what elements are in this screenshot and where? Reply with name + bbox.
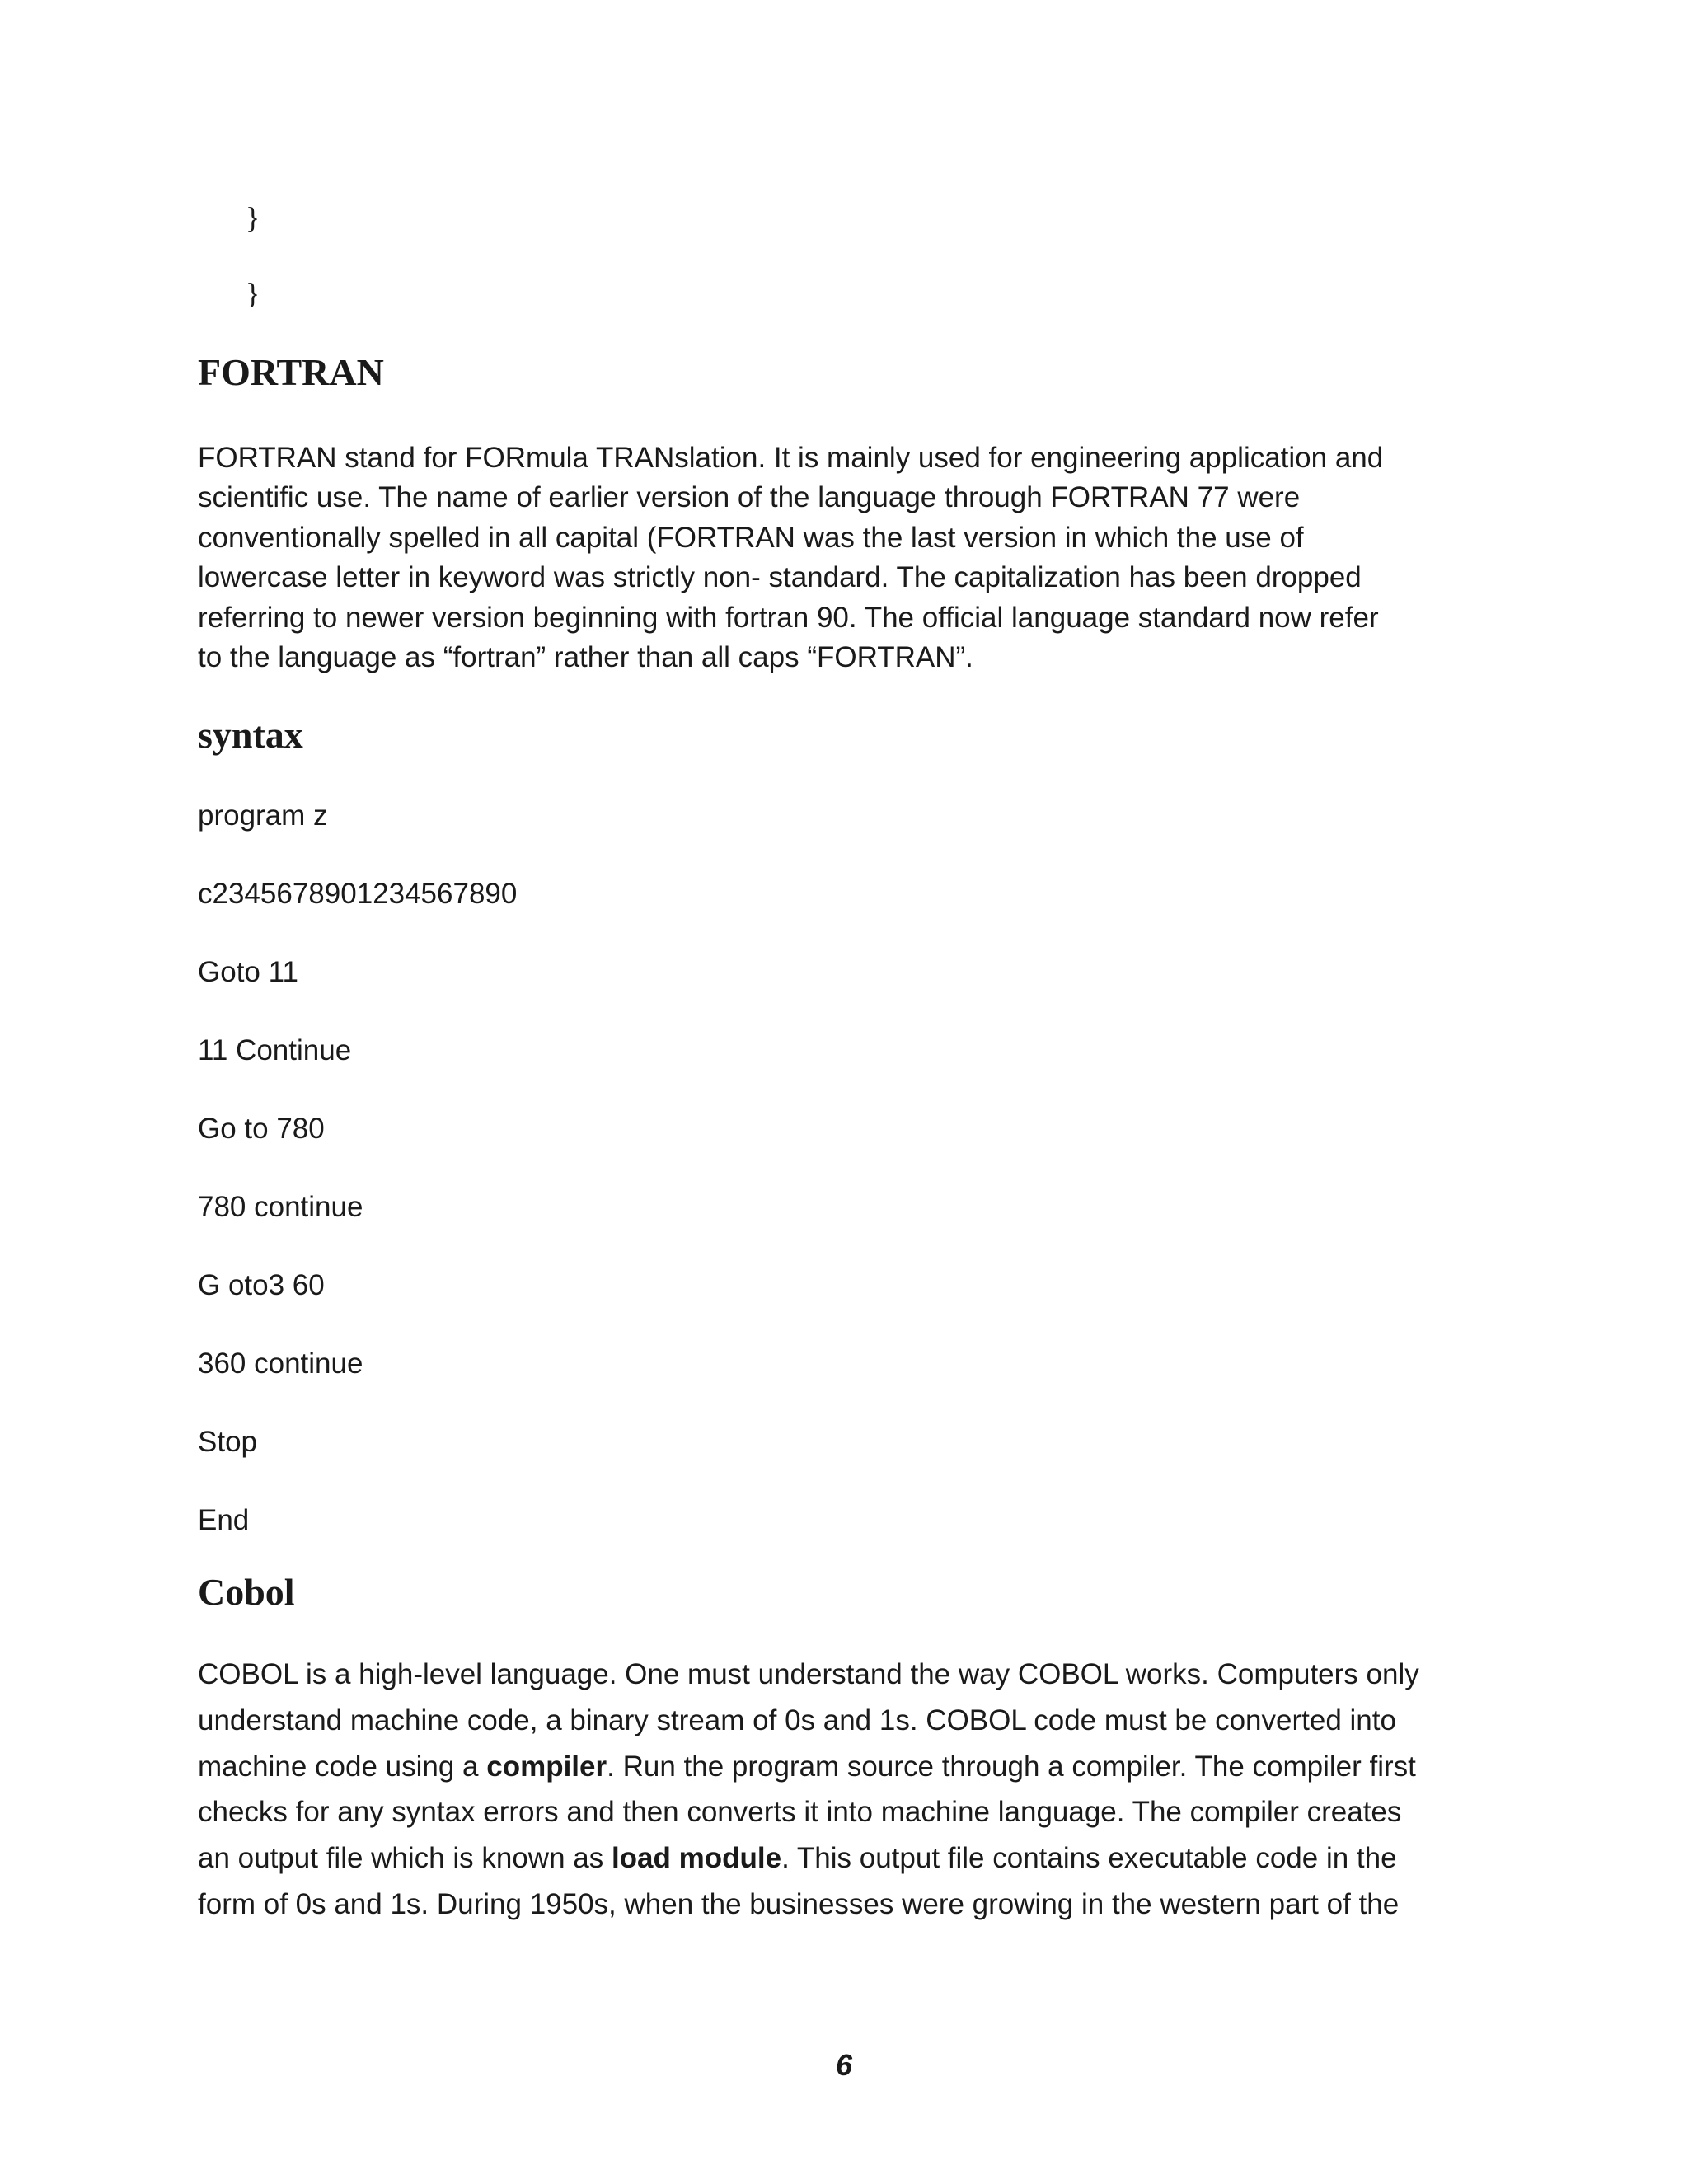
paragraph-line: form of 0s and 1s. During 1950s, when the businesses were growing in the western part of the bbox=[198, 1887, 1400, 1920]
cobol-paragraph bbox=[198, 1652, 1484, 1928]
cobol-heading: Cobol bbox=[198, 1571, 295, 1613]
paragraph-line: lowercase letter in keyword was strictly non- standard. The capitalization has been dropped bbox=[198, 561, 1362, 594]
paragraph-line bbox=[198, 1744, 1484, 1790]
paragraph-line: conventionally spelled in all capital (FORTRAN was the last version in which the use of bbox=[198, 521, 1304, 554]
code-line: 780 continue bbox=[198, 1191, 363, 1223]
paragraph-line: scientific use. The name of earlier version of the language through FORTRAN 77 were bbox=[198, 481, 1301, 514]
code-line: 11 Continue bbox=[198, 1034, 352, 1066]
paragraph-line: to the language as “fortran” rather than all caps “FORTRAN”. bbox=[198, 641, 973, 674]
code-line: End bbox=[198, 1504, 250, 1536]
compiler-term: compiler bbox=[486, 1750, 607, 1783]
code-line: 360 continue bbox=[198, 1347, 363, 1380]
code-line: G oto3 60 bbox=[198, 1269, 325, 1301]
syntax-code-listing bbox=[198, 799, 517, 1582]
text-run: an output file which is known as bbox=[198, 1842, 612, 1875]
closing-brace: } bbox=[246, 277, 260, 310]
text-run: . This output file contains executable code in the bbox=[781, 1842, 1397, 1875]
paragraph-line: COBOL is a high-level language. One must understand the way COBOL works. Computers only bbox=[198, 1658, 1419, 1690]
paragraph-line: checks for any syntax errors and then converts it into machine language. The compiler creates bbox=[198, 1796, 1402, 1829]
code-line: program z bbox=[198, 799, 328, 832]
text-run: . Run the program source through a compiler. The compiler first bbox=[607, 1750, 1416, 1783]
code-line: Goto 11 bbox=[198, 956, 298, 988]
paragraph-line: understand machine code, a binary stream of 0s and 1s. COBOL code must be converted into bbox=[198, 1704, 1396, 1736]
text-run: machine code using a bbox=[198, 1750, 487, 1783]
code-line: c2345678901234567890 bbox=[198, 878, 518, 910]
syntax-heading: syntax bbox=[198, 714, 303, 756]
load-module-term: load module bbox=[611, 1842, 782, 1875]
code-line: Stop bbox=[198, 1426, 257, 1458]
code-line: Go to 780 bbox=[198, 1113, 325, 1145]
paragraph-line: FORTRAN stand for FORmula TRANslation. It is mainly used for engineering application and bbox=[198, 442, 1384, 474]
paragraph-line: referring to newer version beginning with fortran 90. The official language standard now refer bbox=[198, 601, 1379, 634]
closing-brace: } bbox=[246, 201, 260, 234]
paragraph-line bbox=[198, 1835, 1484, 1882]
fortran-paragraph bbox=[198, 438, 1484, 677]
fortran-heading: FORTRAN bbox=[198, 351, 384, 393]
page-number: 6 bbox=[835, 2048, 853, 2082]
